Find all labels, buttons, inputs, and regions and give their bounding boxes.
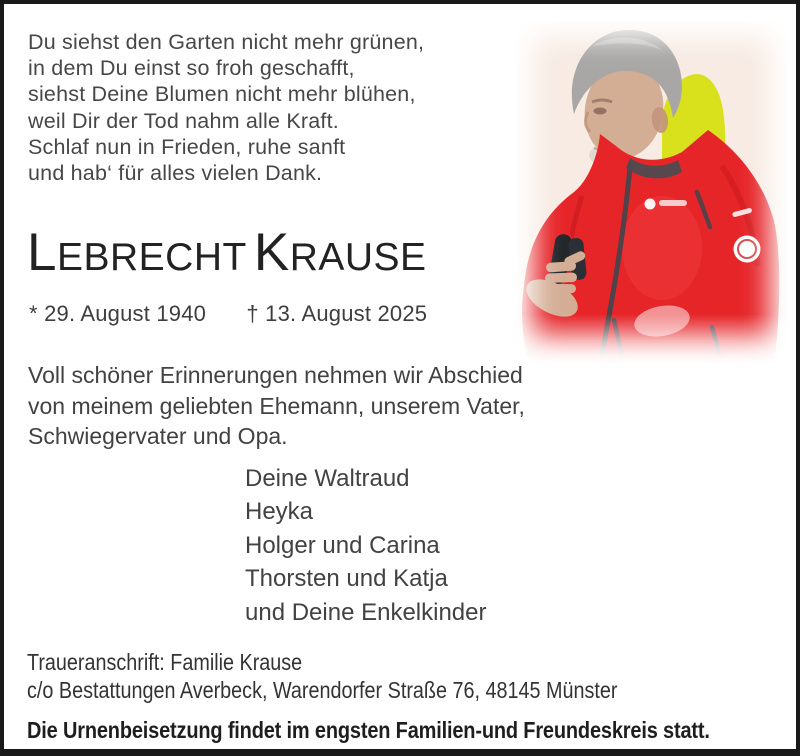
address-line: Traueranschrift: Familie Krause xyxy=(27,649,303,675)
poem-line: Du siehst den Garten nicht mehr grünen, xyxy=(28,30,425,54)
farewell-line: von meinem geliebten Ehemann, unserem Vater, xyxy=(28,392,525,419)
life-dates xyxy=(29,301,427,327)
chest-logo-icon xyxy=(645,199,656,210)
mourner-line: Heyka xyxy=(245,498,314,526)
mourners-list xyxy=(245,462,487,629)
portrait-photo xyxy=(512,16,792,368)
poem-line: siehst Deine Blumen nicht mehr blühen, xyxy=(28,82,416,107)
jacket-highlight xyxy=(622,196,702,300)
birth-date: * 29. August 1940 xyxy=(29,301,207,326)
mourner-line: Holger und Carina xyxy=(245,531,440,559)
mourner-line: Thorsten und Katja xyxy=(245,565,448,593)
farewell-line: Voll schöner Erinnerungen nehmen wir Abschied xyxy=(28,362,523,388)
poem-line: weil Dir der Tod nahm alle Kraft. xyxy=(28,108,339,133)
eye-shadow xyxy=(594,108,607,115)
poem-line: Schlaf nun in Frieden, ruhe sanft xyxy=(28,134,346,159)
address-line: c/o Bestattungen Averbeck, Warendorfer Straße 76, 48145 Münster xyxy=(27,676,618,703)
deceased-name xyxy=(27,223,427,282)
name-rest: RAUSE xyxy=(289,236,427,279)
name-initial: L xyxy=(27,223,57,282)
farewell-line: Schwiegervater und Opa. xyxy=(28,423,288,450)
funeral-note: Die Urnenbeisetzung findet im engsten Familien-und Freundeskreis statt. xyxy=(27,717,710,743)
name-initial: K xyxy=(253,223,290,282)
chest-logo-text xyxy=(659,200,687,206)
photo-bottom-fade xyxy=(512,314,792,368)
portrait-illustration xyxy=(512,16,792,368)
name-rest: EBRECHT xyxy=(56,236,247,279)
poem xyxy=(28,29,424,186)
poem-line: und hab‘ für alles vielen Dank. xyxy=(28,161,323,186)
mourner-line: Deine Waltraud xyxy=(245,465,410,492)
poem-line: in dem Du einst so froh geschafft, xyxy=(28,56,355,81)
mourner-line: und Deine Enkelkinder xyxy=(245,598,487,626)
farewell-text xyxy=(28,360,525,452)
mourning-address xyxy=(27,649,617,704)
death-date: † 13. August 2025 xyxy=(246,301,428,326)
